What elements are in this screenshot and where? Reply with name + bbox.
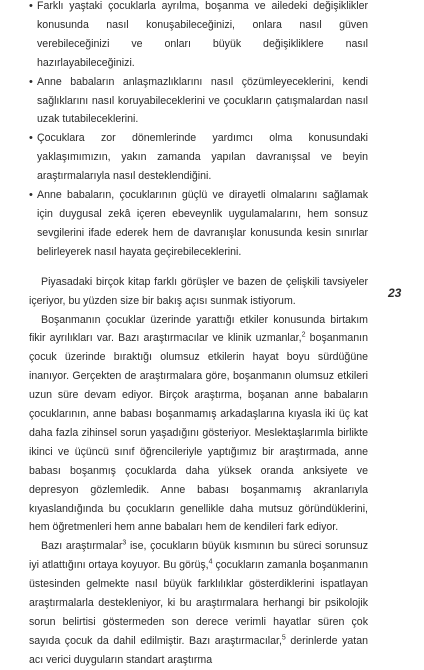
footnote-ref: 4 (208, 558, 213, 566)
paragraph (29, 273, 368, 311)
footnote-ref: 2 (301, 331, 306, 339)
paragraph-text: Bazı araştırmalar (41, 540, 123, 553)
body-text (29, 0, 368, 670)
paragraph-text: boşanmanın çocuk üzerinde bıraktığı olumsuz etkilerin hayat boyu sürdüğüne inanıyor. Gerçekten de araştırmalara göre, boşanmanın olumsuz etkileri uzun süre devam ediyor. Birçok araştırma, boşanan anne babaların çocuklarının, anne babası boşanmamış arkadaşlarına kıyasla iki üç kat daha fazla zihinsel sorun yaşadığını gösteriyor. Meslektaşlarımla birlikte ikinci ve üçüncü sınıf öğrencileriyle yaptığımız bir araştırmada, anne babası boşanmış çocuklarda daha yüksek oranda anksiyete ve depresyon gözlemledik. Anne babası boşanmamış akranlarıyla kıyaslandığında bu çocukların genellikle daha mutsuz göründüklerini, hem öğretmenleri hem anne babaları hem de kendileri fark ediyor. (29, 332, 368, 534)
paragraph (29, 537, 368, 669)
paragraph (29, 311, 368, 538)
section-gap (29, 262, 368, 273)
bullet-item: • Farklı yaştaki çocuklarla ayrılma, boşanma ve ailedeki değişiklikler konusunda nasıl konuşabileceğinizi, onlara nasıl güven verebileceğinizi ve onları büyük değişikliklere nasıl hazırlayabileceğinizi. (29, 0, 368, 73)
bullet-item: • Çocuklara zor dönemlerinde yardımcı olma konusundaki yaklaşımımızın, yakın zamanda yapılan davranışsal ve beyin araştırmalarıyla nasıl desteklendiğini. (29, 129, 368, 186)
paragraph-text: ise, çocukların büyük kısmının bu süreci sorunsuz iyi atlattığını ortaya koyuyor. Bu görüş, (29, 540, 368, 572)
footnote-ref: 3 (122, 539, 127, 547)
paragraph-text: çocukların zamanla boşanmanın üstesinden gelmekte nasıl büyük farklılıklar gösterdiklerini ispatlayan araştırmalarla destekleniyor, ki bu araştırmalara herhangi bir psikolojik sorun belirtisi göstermeden son derece verimli hayatlar süren çok sayıda çocuk da dahil edilmiştir. Bazı araştırmacılar, (29, 559, 368, 647)
paragraph-text: Piyasadaki birçok kitap farklı görüşler ve bazen de çelişkili tavsiyeler içeriyor, bu yüzden size bir bakış açısı sunmak istiyorum. (29, 275, 368, 307)
bullet-item: • Anne babaların, çocuklarının güçlü ve dirayetli olmalarını sağlamak için duygusal zekâ içeren ebeveynlik uygulamalarını, hem sonsuz sevgilerini ifade ederek hem de davranışlar konusunda kesin sınırlar belirleyerek nasıl hayata geçirebileceklerini. (29, 186, 368, 262)
bullet-item: • Anne babaların anlaşmazlıklarını nasıl çözümleyeceklerini, kendi sağlıklarını nasıl koruyabileceklerini ve çocukların çatışmalardan nasıl uzak tutabileceklerini. (29, 73, 368, 130)
paragraph-text: derinlerde yatan acı verici duyguların standart araştırma (29, 634, 368, 666)
paragraph-text: Boşanmanın çocuklar üzerinde yarattığı etkiler konusunda birtakım fikir ayrılıkları var. Bazı araştırmacılar ve klinik uzmanlar, (29, 313, 368, 345)
footnote-ref: 5 (281, 634, 286, 642)
bullet-list (29, 0, 368, 262)
page-number: 23 (388, 286, 402, 300)
